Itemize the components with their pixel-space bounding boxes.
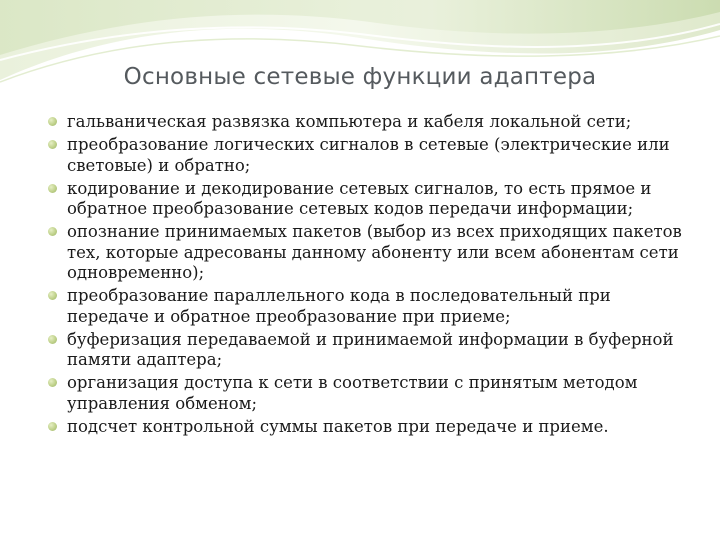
bullet-text: подсчет контрольной суммы пакетов при передаче и приеме. <box>67 416 609 436</box>
green-dot-icon <box>48 184 57 193</box>
bullet-item <box>0 179 720 220</box>
bullet-item <box>0 286 720 327</box>
bullet-text: опознание принимаемых пакетов (выбор из всех приходящих пакетов тех, которые адресованы данному абоненту или всем абонентам сети одновременно); <box>67 222 682 282</box>
bullet-item <box>0 373 720 414</box>
green-dot-icon <box>48 422 57 431</box>
bullet-item <box>0 112 720 133</box>
bullet-text: кодирование и декодирование сетевых сигналов, то есть прямое и обратное преобразование сетевых кодов передачи информации; <box>67 178 652 218</box>
bullet-text: гальваническая развязка компьютера и кабеля локальной сети; <box>67 112 632 131</box>
green-dot-icon <box>48 227 57 236</box>
bullet-text: буферизация передаваемой и принимаемой информации в буферной памяти адаптера; <box>67 329 674 369</box>
bullet-item <box>0 135 720 176</box>
green-dot-icon <box>48 335 57 344</box>
bullet-item <box>0 330 720 371</box>
bullet-item <box>0 222 720 284</box>
bullet-text: преобразование логических сигналов в сетевые (электрические или световые) и обратно; <box>67 135 670 175</box>
bullet-item <box>0 417 720 438</box>
wave-decoration <box>0 0 720 110</box>
bullet-text: преобразование параллельного кода в последовательный при передаче и обратное преобразование при приеме; <box>67 286 611 326</box>
green-dot-icon <box>48 117 57 126</box>
green-dot-icon <box>48 140 57 149</box>
green-dot-icon <box>48 378 57 387</box>
slide-title: Основные сетевые функции адаптера <box>123 64 597 90</box>
green-dot-icon <box>48 291 57 300</box>
bullet-list <box>0 112 720 440</box>
bullet-text: организация доступа к сети в соответствии с принятым методом управления обменом; <box>67 373 638 413</box>
